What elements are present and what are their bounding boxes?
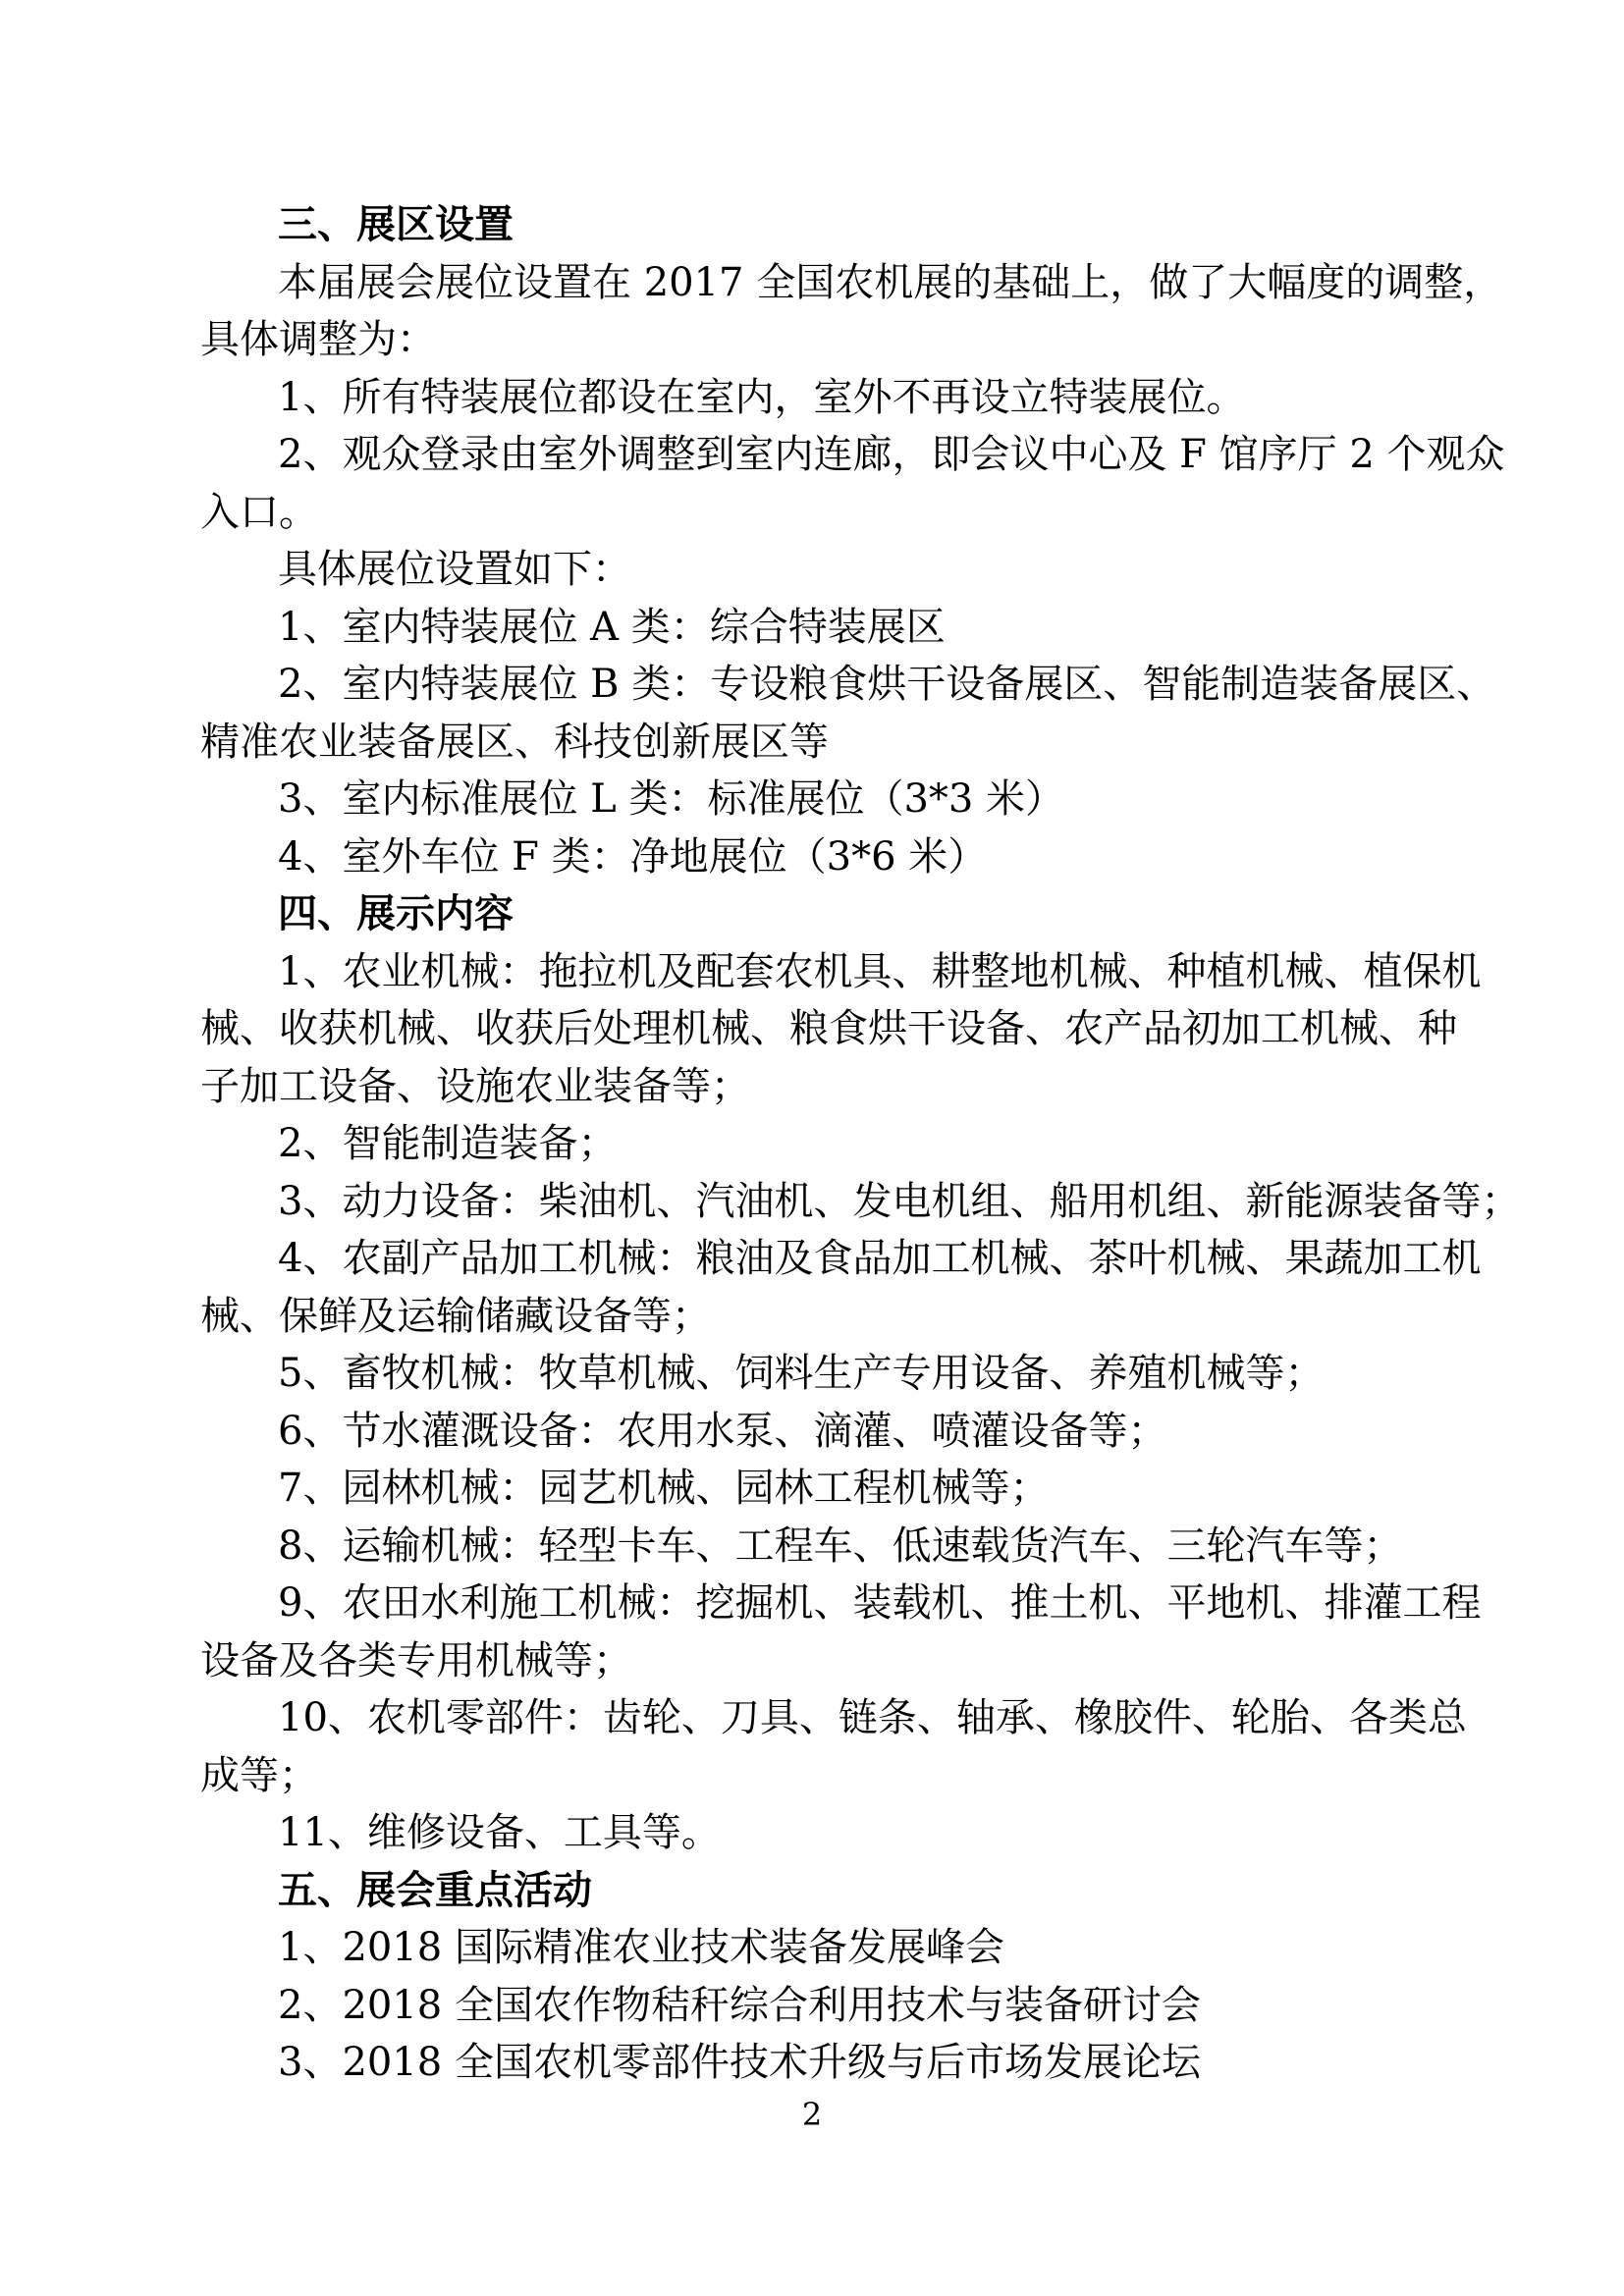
paragraph-line: 成等； [200, 1752, 318, 1798]
list-item: 9、农田水利施工机械：挖掘机、装载机、推土机、平地机、排灌工程 [278, 1580, 1482, 1626]
paragraph-line: 精准农业装备展区、科技创新展区等 [200, 719, 829, 765]
list-item: 1、2018 国际精准农业技术装备发展峰会 [278, 1925, 1004, 1970]
list-item: 7、园林机械：园艺机械、园林工程机械等； [278, 1466, 1050, 1511]
section-heading: 三、展区设置 [278, 201, 514, 247]
list-item: 6、节水灌溉设备：农用水泵、滴灌、喷灌设备等； [278, 1408, 1167, 1454]
list-item: 4、室外车位 F 类：净地展位（3*6 米） [278, 833, 988, 880]
list-item: 5、畜牧机械：牧草机械、饲料生产专用设备、养殖机械等； [278, 1351, 1325, 1396]
list-item: 1、农业机械：拖拉机及配套农机具、耕整地机械、种植机械、植保机 [278, 948, 1482, 994]
paragraph-line: 设备及各类专用机械等； [200, 1637, 632, 1683]
list-item: 2、室内特装展位 B 类：专设粮食烘干设备展区、智能制造装备展区、 [278, 662, 1496, 707]
list-item: 10、农机零部件：齿轮、刀具、链条、轴承、橡胶件、轮胎、各类总 [278, 1695, 1467, 1740]
list-item: 8、运输机械：轻型卡车、工程车、低速载货汽车、三轮汽车等； [278, 1522, 1403, 1569]
paragraph-line: 具体展位设置如下： [278, 547, 631, 592]
paragraph-line: 入口。 [200, 489, 318, 535]
list-item: 2、智能制造装备； [278, 1121, 618, 1166]
paragraph-line: 具体调整为： [200, 317, 436, 362]
list-item: 1、室内特装展位 A 类：综合特装展区 [278, 604, 946, 650]
list-item: 11、维修设备、工具等。 [278, 1810, 721, 1855]
list-item: 3、室内标准展位 L 类：标准展位（3*3 米） [278, 776, 1065, 822]
paragraph-line: 本届展会展位设置在 2017 全国农机展的基础上，做了大幅度的调整， [278, 259, 1503, 305]
list-item: 1、所有特装展位都设在室内，室外不再设立特装展位。 [278, 374, 1246, 420]
section-heading: 四、展示内容 [278, 890, 514, 936]
list-item: 3、动力设备：柴油机、汽油机、发电机组、船用机组、新能源装备等； [278, 1178, 1521, 1224]
document-body [200, 196, 1521, 2092]
paragraph-line: 子加工设备、设施农业装备等； [200, 1063, 750, 1109]
paragraph-line: 械、收获机械、收获后处理机械、粮食烘干设备、农产品初加工机械、种 [200, 1006, 1457, 1051]
page-number: 2 [801, 2096, 823, 2133]
list-item: 2、观众登录由室外调整到室内连廊，即会议中心及 F 馆序厅 2 个观众 [278, 432, 1505, 477]
paragraph-line: 械、保鲜及运输储藏设备等； [200, 1293, 711, 1339]
section-heading: 五、展会重点活动 [278, 1866, 592, 1913]
list-item: 4、农副产品加工机械：粮油及食品加工机械、茶叶机械、果蔬加工机 [278, 1236, 1482, 1281]
list-item: 2、2018 全国农作物秸秆综合利用技术与装备研讨会 [278, 1982, 1201, 2028]
list-item: 3、2018 全国农机零部件技术升级与后市场发展论坛 [278, 2040, 1201, 2085]
